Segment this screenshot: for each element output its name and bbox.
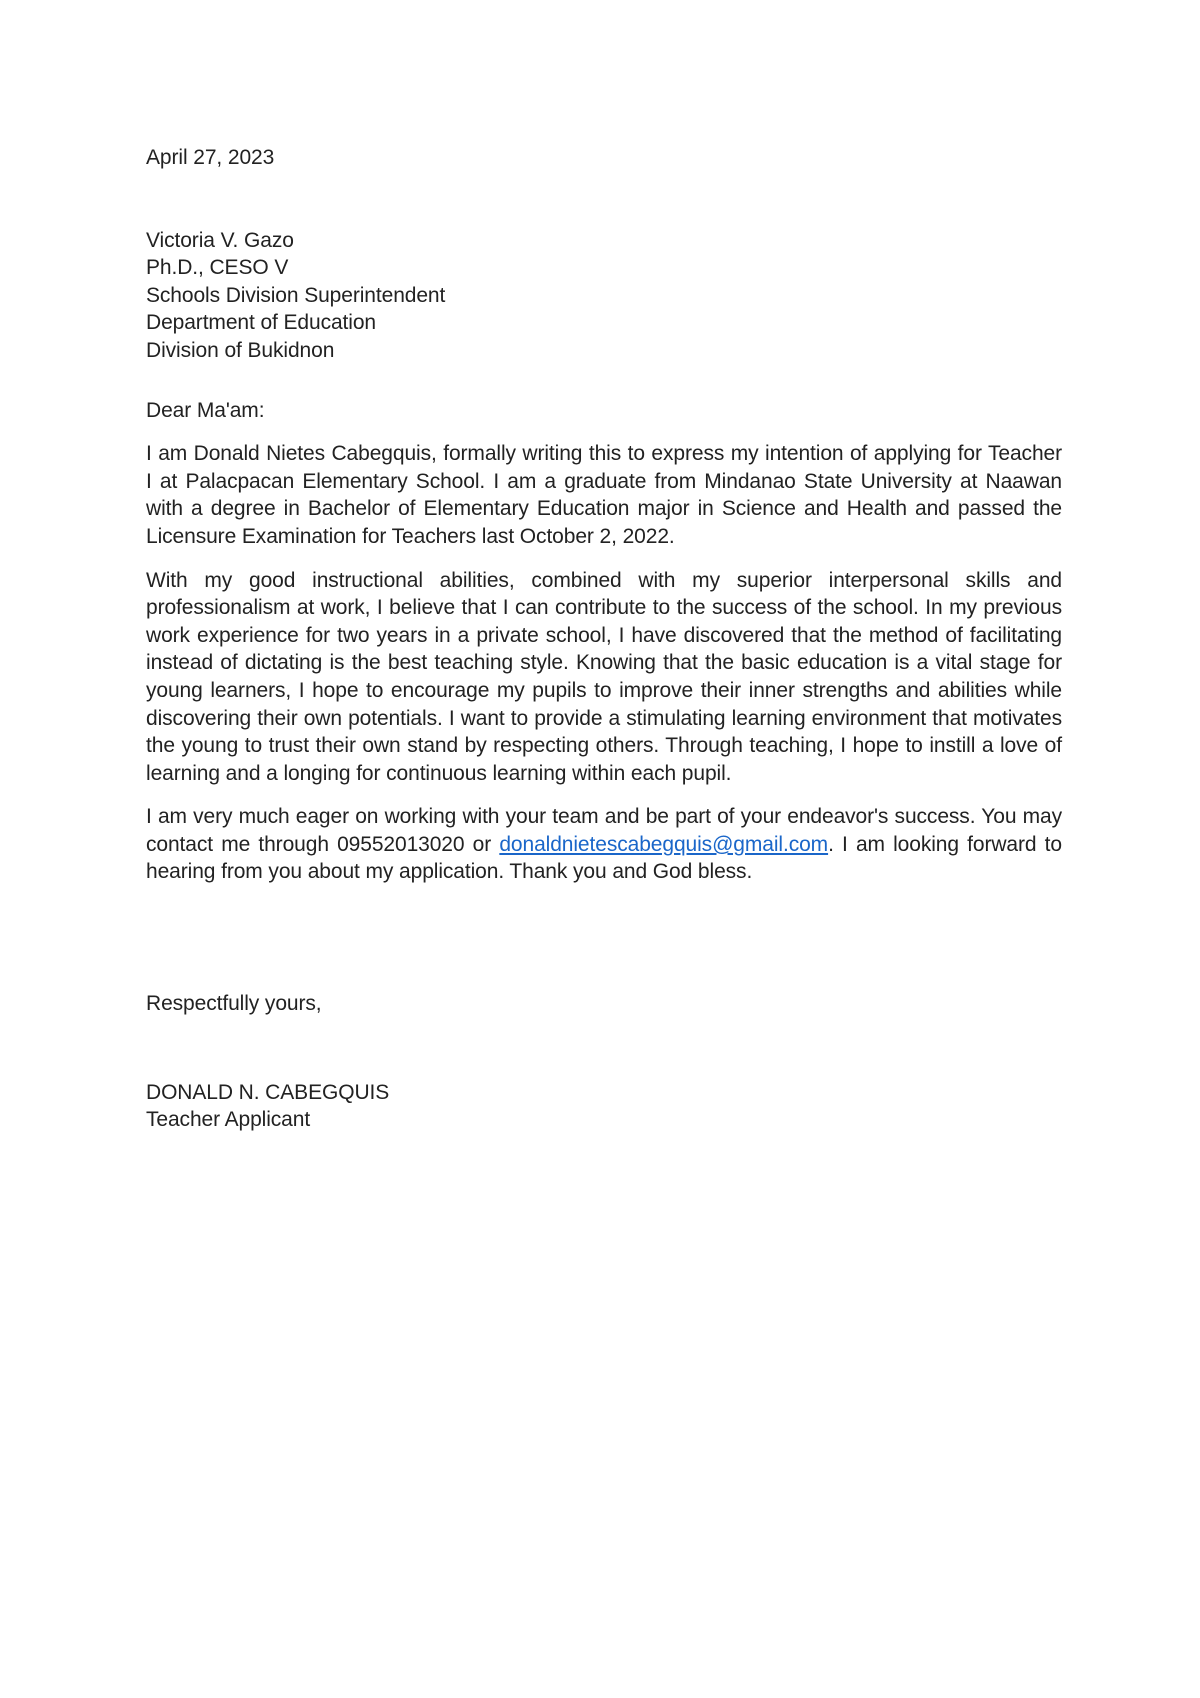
recipient-name: Victoria V. Gazo [146, 228, 294, 252]
signature-name: DONALD N. CABEGQUIS [146, 1080, 390, 1104]
paragraph-contact [146, 803, 1062, 886]
email-link[interactable]: donaldnietescabegquis@gmail.com [499, 832, 829, 856]
letter-body [146, 144, 1062, 1134]
contact-text-after: . I am looking forward to hearing from you about my application. Thank you and God bless. [146, 832, 1062, 884]
recipient-address [146, 227, 1062, 365]
paragraph-intro: I am Donald Nietes Cabegquis, formally writing this to express my intention of applying for Teacher I at Palacpacan Elementary School. I am a graduate from Mindanao State University at Naawan with a degree in Bachelor of Elementary Education major in Science and Health and passed the Licensure Examination for Teachers last October 2, 2022. [146, 442, 1062, 548]
salutation: Dear Ma'am: [146, 398, 265, 422]
recipient-credentials: Ph.D., CESO V [146, 256, 289, 280]
signature-title: Teacher Applicant [146, 1108, 311, 1132]
recipient-division: Division of Bukidnon [146, 338, 335, 362]
contact-text-before: I am very much eager on working with your team and be part of your endeavor's success. You may contact me through 09552013020 or [146, 805, 1062, 856]
closing: Respectfully yours, [146, 992, 322, 1016]
recipient-position: Schools Division Superintendent [146, 283, 446, 307]
recipient-department: Department of Education [146, 311, 377, 335]
paragraph-experience: With my good instructional abilities, combined with my superior interpersonal skills and professionalism at work, I believe that I can contribute to the success of the school. In my previous work experience for two years in a private school, I have discovered that the method of facilitating instead of dictating is the best teaching style. Knowing that the basic education is a vital stage for young learners, I hope to encourage my pupils to improve their inner strengths and abilities while discovering their own potentials. I want to provide a stimulating learning environment that motivates the young to trust their own stand by respecting others. Through teaching, I hope to instill a love of learning and a longing for continuous learning within each pupil. [146, 568, 1062, 785]
signature-block [146, 1079, 1062, 1134]
letter-date: April 27, 2023 [146, 146, 275, 169]
